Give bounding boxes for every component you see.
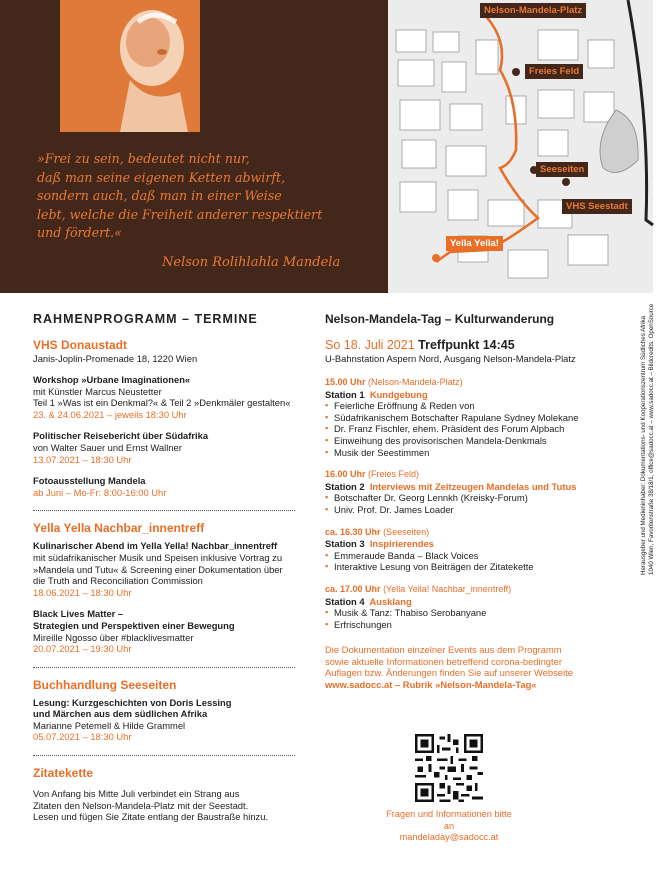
hero-banner (0, 0, 388, 293)
event-line: Mireille Ngosso über #blacklivesmatter (33, 631, 194, 643)
event-date: ab Juni – Mo-Fr: 8:00-16:00 Uhr (33, 486, 167, 498)
contact-line: Fragen und Informationen bitte an (386, 809, 512, 831)
section-address: Janis-Joplin-Promenade 18, 1220 Wien (33, 353, 198, 364)
meeting-time: Treffpunkt 14:45 (418, 338, 515, 352)
station-heading (325, 538, 605, 550)
event-line: Teil 1 »Was ist ein Denkmal?« & Teil 2 »Denkmäler gestalten« (33, 397, 291, 409)
event-date: 05.07.2021 – 18:30 Uhr (33, 731, 132, 743)
quote-line: »Frei zu sein, bedeutet nicht nur, (37, 151, 250, 166)
column-title: Nelson-Mandela-Tag – Kulturwanderung (325, 312, 555, 326)
station-time (325, 377, 605, 389)
station-time-value: 16.00 Uhr (325, 469, 366, 480)
event-line: von Walter Sauer und Ernst Wallner (33, 441, 182, 453)
mandela-portrait-image (60, 0, 200, 132)
station-label: Station 4 (325, 595, 365, 607)
event-title: Fotoausstellung Mandela (33, 475, 146, 487)
station-heading (325, 596, 605, 608)
event-title: Workshop »Urbane Imaginationen« (33, 374, 191, 385)
note-line: sowie aktuelle Informationen betreffend corona-bedingter (325, 655, 562, 667)
station-items (325, 492, 605, 515)
station-name: Interviews mit Zeitzeugen Mandelas und Tutus (369, 480, 577, 492)
station-label: Station 2 (325, 480, 365, 492)
event-title: Kulinarischer Abend im Yella Yella! Nachbar_innentreff (33, 540, 278, 552)
event-line: Marianne Petemell & Hilde Grammel (33, 719, 186, 731)
event-line: Von Anfang bis Mitte Juli verbindet ein Strang aus (33, 788, 240, 800)
quote-author: Nelson Rolihlahla Mandela (162, 255, 341, 270)
list-item: ▪ Südafrikanischem Botschafter Rapulane Sydney Molekane (325, 412, 605, 424)
event-line: »Mandela und Tutu« & Screening einer Dokumentation über (33, 563, 283, 575)
quote-line: und fördert.« (37, 225, 122, 240)
kulturwanderung-column (325, 312, 605, 691)
info-note (325, 644, 605, 690)
qr-code-image[interactable] (415, 734, 483, 802)
list-item: ▪ Dr. Franz Fischler, ehem. Präsident des Forum Alpbach (325, 423, 605, 435)
walk-date (325, 338, 605, 352)
station-time (325, 527, 605, 539)
divider (33, 510, 295, 511)
event-line: mit Künstler Marcus Neustetter (33, 385, 162, 397)
station-items (325, 400, 605, 458)
event-title: Lesung: Kurzgeschichten von Doris Lessing (33, 696, 232, 708)
event-date: 13.07.2021 – 18:30 Uhr (33, 453, 132, 465)
station-name: Ausklang (369, 595, 412, 607)
station-time-value: ca. 16.30 Uhr (325, 526, 381, 537)
event-item (33, 374, 295, 420)
station-time (325, 469, 605, 481)
station-place: (Nelson-Mandela-Platz) (368, 377, 463, 387)
event-title: Black Lives Matter – (33, 608, 124, 620)
station-block (325, 377, 605, 458)
station-block (325, 584, 605, 630)
note-line: Auflagen bzw. Änderungen finden Sie auf unserer Webseite (325, 667, 573, 679)
map-label-yella-yella: Yella Yella! (446, 236, 503, 251)
section-title: Zitatekette (33, 766, 94, 781)
quote-line: lebt, welche die Freiheit anderer respektiert (37, 206, 323, 222)
rahmenprogramm-column (33, 312, 295, 823)
station-name: Inspirierendes (369, 538, 434, 550)
event-item (33, 788, 295, 823)
section-title: Buchhandlung Seeseiten (33, 677, 177, 692)
station-place: (Freies Feld) (368, 469, 420, 480)
station-block (325, 527, 605, 573)
event-date: 18.06.2021 – 18:30 Uhr (33, 586, 132, 598)
station-time-value: ca. 17.00 Uhr (325, 583, 381, 594)
website-link[interactable]: www.sadocc.at – Rubrik »Nelson-Mandela-Tag« (325, 679, 537, 691)
station-time (325, 584, 605, 596)
imprint-line: 1040 Wien, Favoritenstraße 38/18/1, office@sadocc.at – www.sadocc.at – Bildcredits: OpenSource (647, 303, 655, 575)
list-item: ▪ Feierliche Eröffnung & Reden von (325, 400, 605, 412)
station-place: (Yella Yella! Nachbar_innentreff) (383, 583, 512, 594)
station-label: Station 1 (325, 388, 365, 400)
station-place: (Seeseiten) (383, 526, 430, 537)
station-label: Station 3 (325, 538, 365, 550)
event-item (33, 697, 295, 743)
column-title: RAHMENPROGRAMM – TERMINE (33, 312, 258, 326)
list-item: ▪ Einweihung des provisorischen Mandela-Denkmals (325, 435, 605, 447)
note-line: Die Dokumentation einzelner Events aus dem Programm (325, 644, 562, 656)
route-map (388, 0, 653, 293)
event-item (33, 430, 295, 465)
list-item: ▪ Musik & Tanz: Thabiso Serobanyane (325, 607, 605, 619)
event-line: Zitaten den Nelson-Mandela-Platz mit der Seestadt. (33, 799, 249, 811)
list-item: ▪ Erfrischungen (325, 619, 605, 631)
section-title: Yella Yella Nachbar_innentreff (33, 521, 205, 536)
event-item (33, 608, 295, 654)
contact-email[interactable]: mandeladay@sadocc.at (399, 832, 499, 842)
list-item: ▪ Emmeraude Banda – Black Voices (325, 550, 605, 562)
event-title: Strategien und Perspektiven einer Bewegung (33, 619, 235, 631)
station-heading (325, 389, 605, 401)
divider (33, 667, 295, 668)
event-item (33, 540, 295, 598)
event-date: 20.07.2021 – 19:30 Uhr (33, 643, 132, 655)
event-line: Lesen und fügen Sie Zitate entlang der Baustraße hinzu. (33, 811, 269, 823)
event-item (33, 475, 295, 498)
quote-line: sondern auch, daß man in einer Weise (37, 188, 282, 203)
map-label-freies-feld: Freies Feld (525, 64, 583, 79)
map-label-nelson-mandela-platz: Nelson-Mandela-Platz (480, 3, 586, 18)
station-items (325, 607, 605, 630)
map-label-seeseiten: Seeseiten (536, 162, 588, 177)
imprint (640, 275, 656, 575)
section-title: VHS Donaustadt (33, 338, 128, 352)
contact-info (382, 809, 516, 844)
meeting-place: U-Bahnstation Aspern Nord, Ausgang Nelson-Mandela-Platz (325, 353, 576, 364)
station-items (325, 550, 605, 573)
list-item: ▪ Botschafter Dr. Georg Lennkh (Kreisky-Forum) (325, 492, 605, 504)
list-item: ▪ Interaktive Lesung von Beiträgen der Zitatekette (325, 561, 605, 573)
divider (33, 755, 295, 756)
event-line: die Truth and Reconciliation Commission (33, 575, 203, 587)
imprint-line: Herausgeber und Medieninhaber: Dokumentations- und Kooperationszentrum Südliches Afrika (640, 316, 647, 575)
station-block (325, 469, 605, 515)
station-name: Kundgebung (369, 388, 428, 400)
list-item: ▪ Musik der Seestimmen (325, 447, 605, 459)
station-heading (325, 481, 605, 493)
event-line: mit südafrikanischer Musik und Speisen inklusive Vortrag zu (33, 551, 283, 563)
map-label-vhs-seestadt: VHS Seestadt (562, 199, 632, 214)
event-title: und Märchen aus dem südlichen Afrika (33, 708, 208, 720)
event-date: 23. & 24.06.2021 – jeweils 18:30 Uhr (33, 408, 187, 420)
mandela-quote (37, 150, 377, 243)
walk-date-text: So 18. Juli 2021 (325, 338, 415, 352)
list-item: ▪ Univ. Prof. Dr. James Loader (325, 504, 605, 516)
station-time-value: 15.00 Uhr (325, 377, 366, 387)
event-title: Politischer Reisebericht über Südafrika (33, 430, 209, 442)
quote-line: daß man seine eigenen Ketten abwirft, (37, 169, 286, 185)
